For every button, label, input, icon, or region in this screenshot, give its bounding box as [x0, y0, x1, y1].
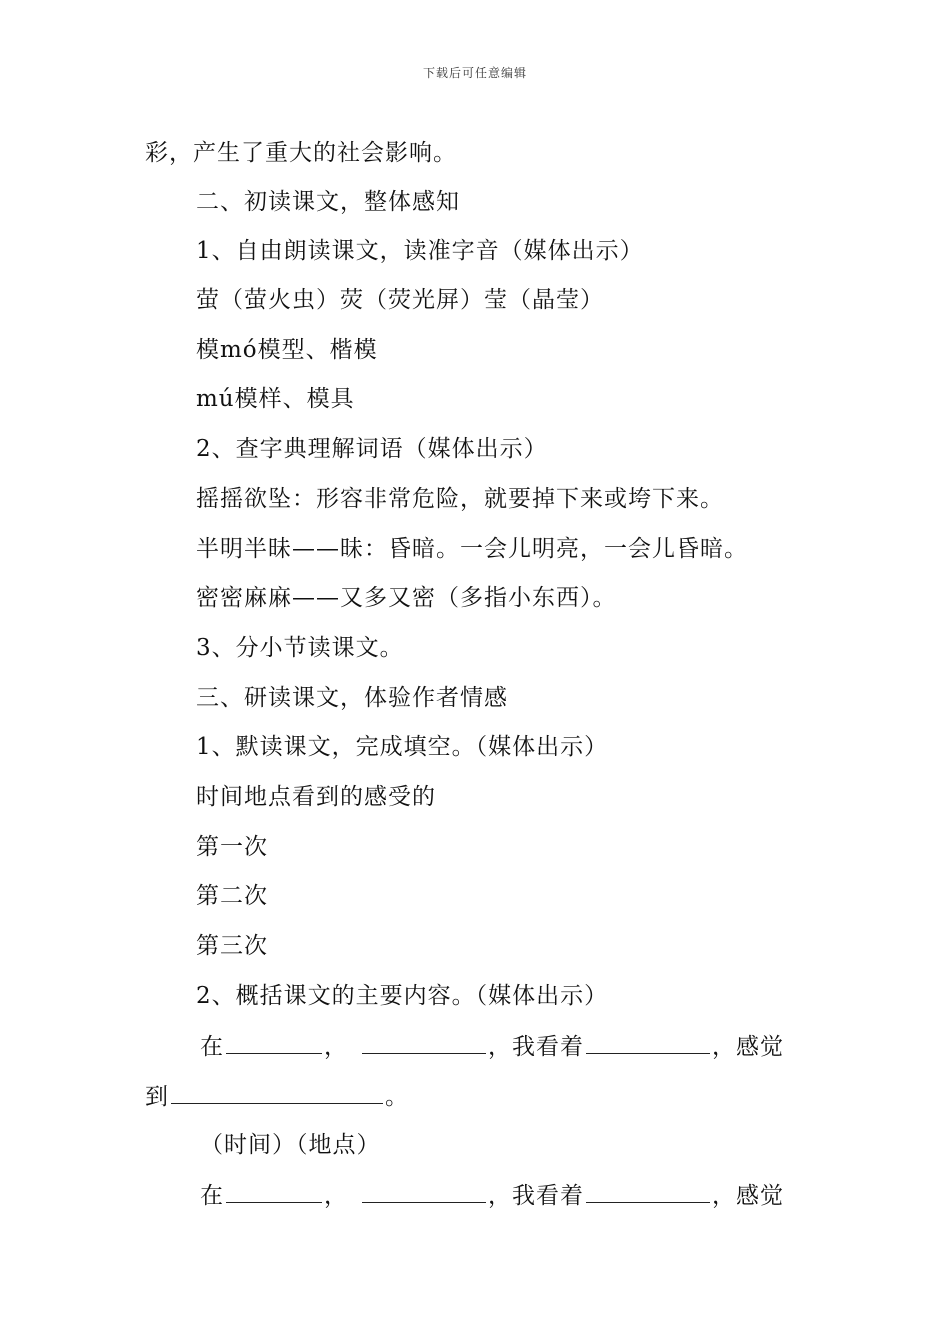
- fill-text: ，: [324, 1034, 348, 1060]
- fill-text: 到: [145, 1084, 169, 1110]
- blank-field: [362, 1180, 486, 1203]
- blank-field: [226, 1031, 322, 1054]
- text-line: 第三次: [196, 933, 268, 959]
- text-line: 彩，产生了重大的社会影响。: [145, 140, 457, 166]
- text-line: 1、自由朗读课文，读准字音（媒体出示）: [196, 238, 644, 264]
- section-heading: 三、研读课文，体验作者情感: [196, 685, 508, 711]
- blank-field: [586, 1031, 710, 1054]
- fill-text: 在: [200, 1034, 224, 1060]
- fill-text: 在: [200, 1183, 224, 1209]
- text-line: 第二次: [196, 883, 268, 909]
- text-line: 半明半昧——昧：昏暗。一会儿明亮，一会儿昏暗。: [196, 536, 748, 562]
- text-line: （时间）（地点）: [200, 1132, 381, 1158]
- text-line: 2、查字典理解词语（媒体出示）: [196, 436, 548, 462]
- blank-field: [226, 1180, 322, 1203]
- text-line: 密密麻麻——又多又密（多指小东西）。: [196, 585, 617, 611]
- text-line: 摇摇欲坠：形容非常危险，就要掉下来或垮下来。: [196, 486, 724, 512]
- blank-field: [171, 1081, 383, 1104]
- fill-text: 。: [385, 1084, 409, 1110]
- fill-in-line: [200, 1180, 784, 1211]
- text-line: 模mó模型、楷模: [196, 337, 378, 363]
- text-line: 时间地点看到的感受的: [196, 784, 436, 810]
- text-line: 1、默读课文，完成填空。（媒体出示）: [196, 734, 609, 760]
- fill-text: ，感觉: [712, 1034, 784, 1060]
- fill-text: ，感觉: [712, 1183, 784, 1209]
- text-line: mú模样、模具: [196, 386, 355, 412]
- fill-text: ，我看着: [488, 1183, 584, 1209]
- page-header: 下载后可任意编辑: [422, 66, 527, 80]
- section-heading: 二、初读课文，整体感知: [196, 189, 460, 215]
- fill-text: ，我看着: [488, 1034, 584, 1060]
- fill-in-line: [145, 1081, 409, 1112]
- text-line: 3、分小节读课文。: [196, 635, 404, 661]
- blank-field: [586, 1180, 710, 1203]
- text-line: 萤（萤火虫）荧（荧光屏）莹（晶莹）: [196, 287, 604, 313]
- fill-in-line: [200, 1031, 784, 1062]
- text-line: 2、概括课文的主要内容。（媒体出示）: [196, 983, 609, 1009]
- text-line: 第一次: [196, 834, 268, 860]
- fill-text: ，: [324, 1183, 348, 1209]
- blank-field: [362, 1031, 486, 1054]
